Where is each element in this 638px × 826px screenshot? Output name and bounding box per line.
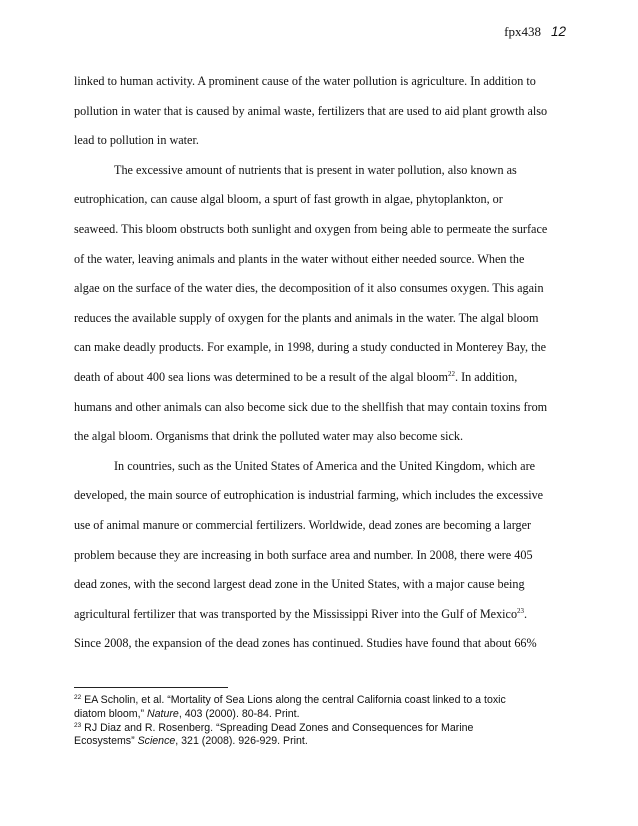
text-segment: .: [524, 606, 528, 621]
text-segment: . In addition,: [455, 369, 518, 384]
text-line: seaweed. This bloom obstructs both sunlight and oxygen from being able to permeate the surface: [74, 221, 548, 236]
footnote-ref-22: 22: [448, 369, 455, 378]
footnote-line: [74, 694, 574, 708]
text-line: lead to pollution in water.: [74, 133, 199, 148]
text-line: humans and other animals can also become sick due to the shellfish that may contain toxins from: [74, 399, 548, 414]
text-line: The excessive amount of nutrients that is present in water pollution, also known as: [114, 162, 517, 177]
text-line: Since 2008, the expansion of the dead zones has continued. Studies have found that about 66%: [74, 636, 537, 651]
footnote-ref-23: 23: [517, 606, 525, 615]
text-segment: agricultural fertilizer that was transported by the Mississippi River into the Gulf of Mexico: [74, 606, 518, 621]
text-line: problem because they are increasing in both surface area and number. In 2008, there were 405: [74, 547, 533, 562]
text-line: developed, the main source of eutrophication is industrial farming, which includes the excessive: [74, 488, 544, 503]
text-line: use of animal manure or commercial fertilizers. Worldwide, dead zones are becoming a larger: [74, 517, 532, 532]
footnote-23: [74, 722, 574, 750]
footnote-line: [74, 708, 574, 722]
text-line: In countries, such as the United States of America and the United Kingdom, which are: [114, 458, 536, 473]
footnote-line: [74, 722, 574, 736]
footnote-marker: 23: [74, 721, 82, 729]
footnote-text: RJ Diaz and R. Rosenberg. “Spreading Dead Zones and Consequences for Marine: [81, 721, 474, 734]
footnote-text: diatom bloom,”: [74, 707, 148, 720]
text-line: [74, 600, 574, 630]
text-line: dead zones, with the second largest dead zone in the United States, with a major cause being: [74, 577, 525, 592]
page-header: [504, 24, 566, 40]
text-line: of the water, leaving animals and plants in the water without either needed source. When the: [74, 251, 525, 266]
text-line: pollution in water that is caused by animal waste, fertilizers that are used to aid plant growth also: [74, 103, 548, 118]
text-line: [74, 363, 574, 393]
footnote-text: Ecosystems”: [74, 735, 138, 748]
text-line: eutrophication, can cause algal bloom, a spurt of fast growth in algae, phytoplankton, or: [74, 192, 503, 207]
footnote-22: [74, 694, 574, 722]
footnote-line: [74, 735, 574, 749]
text-line: the algal bloom. Organisms that drink the polluted water may also become sick.: [74, 429, 464, 444]
footnote-text: , 321 (2008). 926-929. Print.: [175, 735, 308, 748]
footnotes: [74, 694, 574, 749]
body-text: [74, 67, 574, 659]
running-head: fpx438: [504, 24, 541, 39]
text-segment: death of about 400 sea lions was determined to be a result of the algal bloom: [74, 369, 448, 384]
footnote-text: , 403 (2000). 80-84. Print.: [178, 707, 300, 720]
text-line: algae on the surface of the water dies, the decomposition of it also consumes oxygen. This again: [74, 281, 544, 296]
page-number: 12: [550, 24, 566, 39]
journal-title: Science: [137, 735, 176, 748]
text-line: can make deadly products. For example, in 1998, during a study conducted in Monterey Bay, the: [74, 340, 547, 355]
text-line: linked to human activity. A prominent cause of the water pollution is agriculture. In addition to: [74, 74, 536, 88]
footnote-text: EA Scholin, et al. “Mortality of Sea Lions along the central California coast linked to a toxic: [81, 694, 506, 706]
journal-title: Nature: [147, 707, 179, 720]
text-line: reduces the available supply of oxygen for the plants and animals in the water. The algal bloom: [74, 310, 539, 325]
footnote-separator: [74, 687, 228, 688]
footnote-marker: 22: [74, 694, 82, 701]
